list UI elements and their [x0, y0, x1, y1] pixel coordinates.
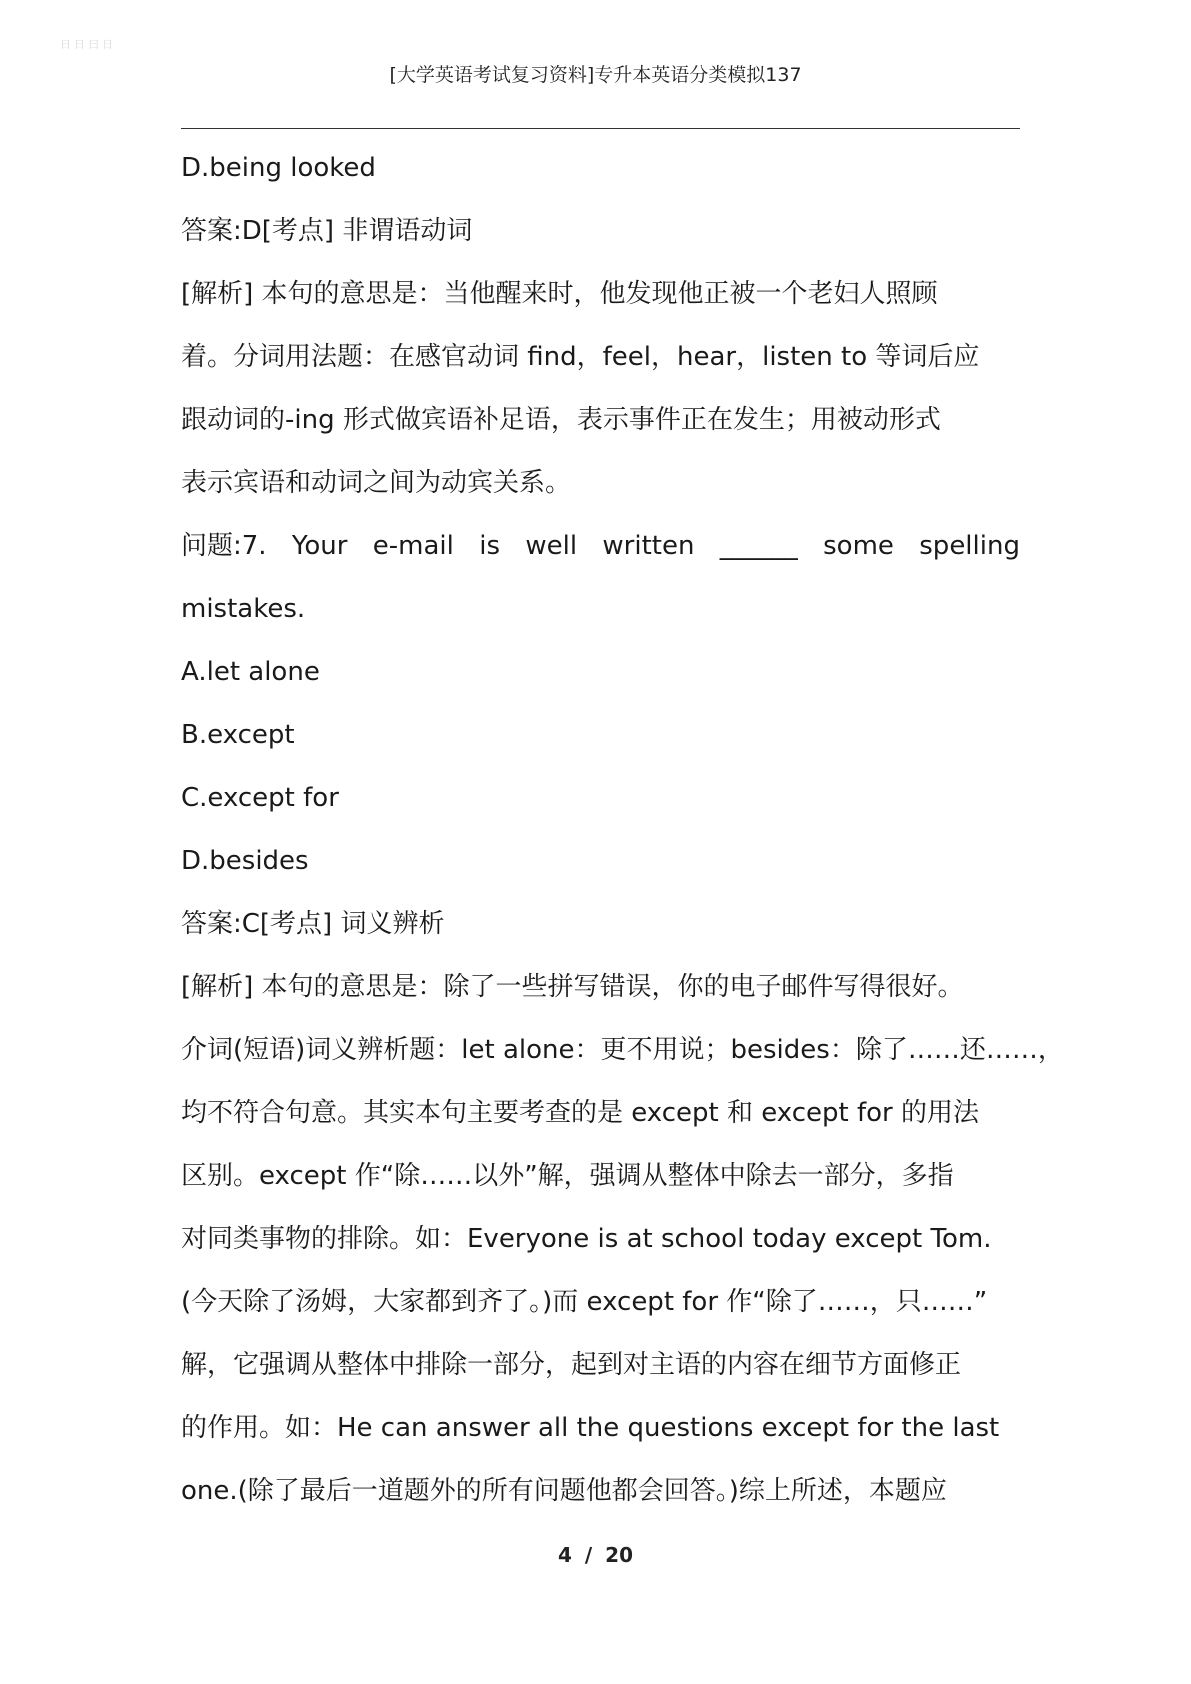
analysis-line: (今天除了汤姆，大家都到齐了。)而 except for 作“除了……，只……” — [181, 1287, 988, 1317]
analysis-line: one.(除了最后一道题外的所有问题他都会回答。)综上所述，本题应 — [181, 1476, 947, 1506]
question-word: well — [525, 531, 578, 561]
page-header-title: [大学英语考试复习资料]专升本英语分类模拟137 — [389, 64, 802, 86]
question-word: written — [602, 531, 695, 561]
question-blank: ______ — [719, 531, 798, 561]
analysis-line: 区别。except 作“除……以外”解，强调从整体中除去一部分，多指 — [181, 1161, 954, 1191]
analysis-line: 均不符合句意。其实本句主要考查的是 except 和 except for 的用法 — [181, 1098, 979, 1128]
question-word: 问题:7. — [181, 531, 267, 561]
analysis-line: 对同类事物的排除。如：Everyone is at school today except Tom. — [181, 1224, 992, 1254]
analysis-line: 着。分词用法题：在感官动词 find，feel，hear，listen to 等词后应 — [181, 342, 980, 372]
option-c: C.except for — [181, 783, 339, 813]
question-word: some — [823, 531, 894, 561]
header-divider — [181, 128, 1020, 129]
page-number: 4 / 20 — [558, 1543, 633, 1567]
document-body — [181, 137, 1064, 1523]
analysis-line: 介词(短语)词义辨析题：let alone：更不用说；besides：除了……还……， — [181, 1035, 1064, 1065]
analysis-line: 解，它强调从整体中排除一部分，起到对主语的内容在细节方面修正 — [181, 1350, 962, 1380]
question-word: Your — [291, 531, 348, 561]
option-b: B.except — [181, 720, 295, 750]
question-word: e-mail — [372, 531, 454, 561]
answer-line: 答案:D[考点] 非谓语动词 — [181, 216, 473, 246]
corner-watermark: 日 日 曰 日 — [60, 39, 114, 51]
question-word: is — [479, 531, 500, 561]
option-a: A.let alone — [181, 657, 320, 687]
analysis-line: 跟动词的-ing 形式做宾语补足语，表示事件正在发生；用被动形式 — [181, 405, 941, 435]
answer-line: 答案:C[考点] 词义辨析 — [181, 909, 445, 939]
analysis-line: [解析] 本句的意思是：除了一些拼写错误，你的电子邮件写得很好。 — [181, 972, 964, 1002]
question-word: spelling — [919, 531, 1020, 561]
option-d-line: D.being looked — [181, 153, 376, 183]
analysis-line: 表示宾语和动词之间为动宾关系。 — [181, 468, 572, 498]
analysis-line: 的作用。如：He can answer all the questions except for the last — [181, 1413, 1000, 1443]
question-7-continuation: mistakes. — [181, 594, 306, 624]
analysis-line: [解析] 本句的意思是：当他醒来时，他发现他正被一个老妇人照顾 — [181, 279, 938, 309]
question-7-line — [181, 515, 1020, 578]
option-d: D.besides — [181, 846, 309, 876]
